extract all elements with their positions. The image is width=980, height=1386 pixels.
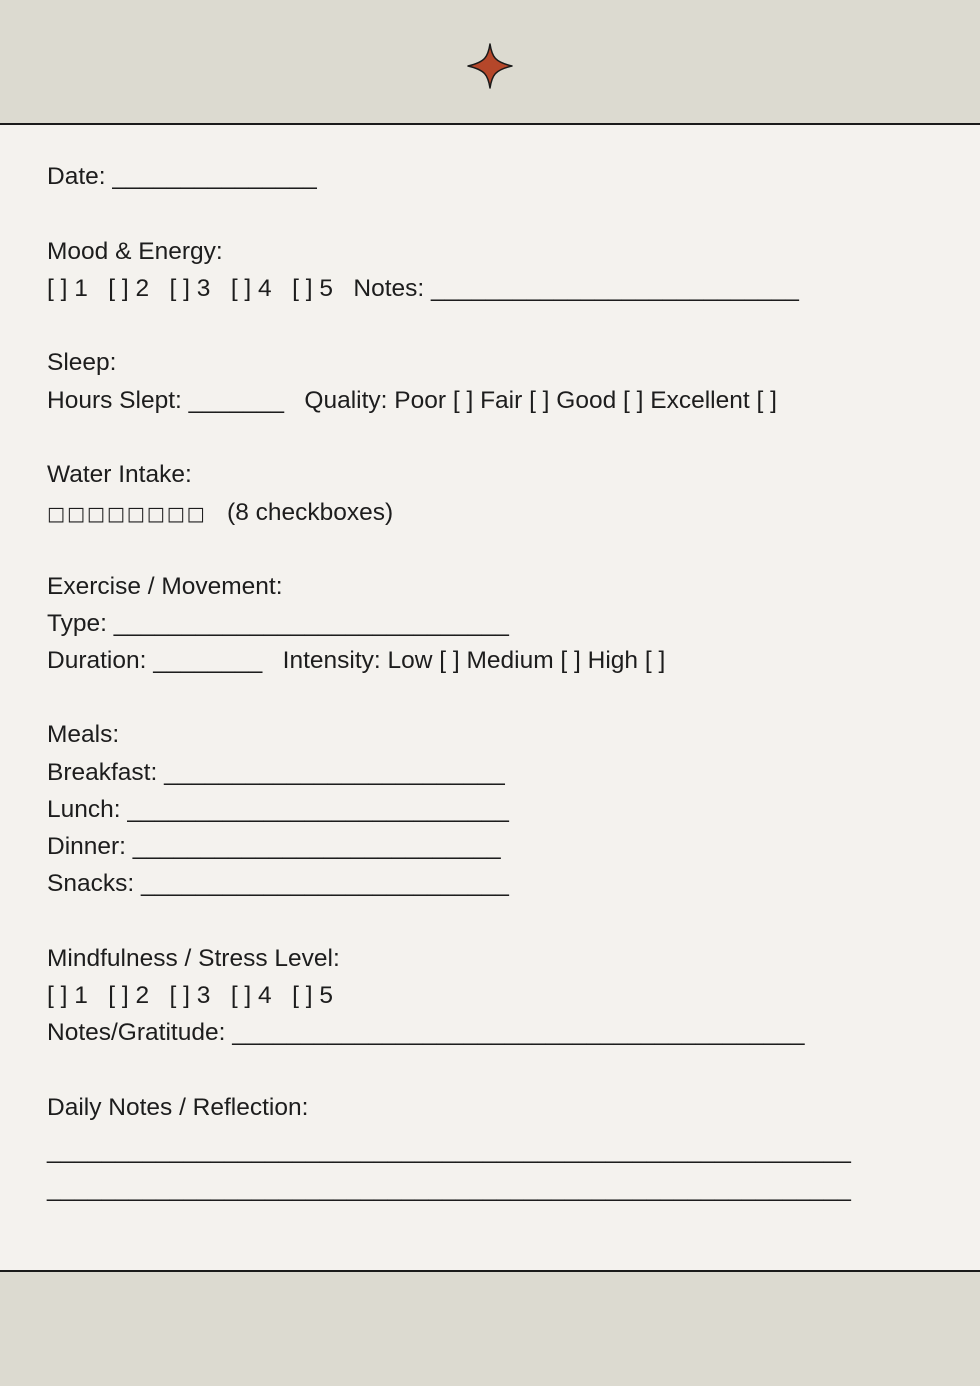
exercise-type-field[interactable]: Type: _____________________________ — [47, 610, 509, 637]
exercise-duration-row[interactable]: Duration: ________ Intensity: Low [ ] Medium [ ] High [ ] — [47, 647, 666, 674]
water-note: (8 checkboxes) — [227, 499, 394, 526]
water-intake-row[interactable] — [47, 498, 393, 529]
snacks-field[interactable]: Snacks: ___________________________ — [47, 870, 509, 897]
dinner-field[interactable]: Dinner: ___________________________ — [47, 833, 501, 860]
water-checkboxes[interactable]: □□□□□□□□ — [47, 503, 207, 525]
sleep-row[interactable]: Hours Slept: _______ Quality: Poor [ ] Fair [ ] Good [ ] Excellent [ ] — [47, 387, 777, 414]
stress-scale-row[interactable]: [ ] 1 [ ] 2 [ ] 3 [ ] 4 [ ] 5 — [47, 982, 333, 1009]
lunch-field[interactable]: Lunch: ____________________________ — [47, 796, 509, 823]
reflection-heading: Daily Notes / Reflection: — [47, 1094, 309, 1121]
date-field[interactable]: Date: _______________ — [47, 163, 317, 190]
reflection-line[interactable]: ___________________________________________________________ — [47, 1137, 851, 1164]
reflection-line[interactable]: ___________________________________________________________ — [47, 1175, 851, 1202]
gratitude-field[interactable]: Notes/Gratitude: __________________________________________ — [47, 1019, 805, 1046]
header-band — [0, 0, 980, 123]
exercise-heading: Exercise / Movement: — [47, 573, 283, 600]
meals-heading: Meals: — [47, 721, 120, 748]
mood-energy-heading: Mood & Energy: — [47, 238, 223, 265]
breakfast-field[interactable]: Breakfast: _________________________ — [47, 759, 505, 786]
water-intake-heading: Water Intake: — [47, 461, 192, 488]
sleep-heading: Sleep: — [47, 349, 117, 376]
four-point-star-icon — [467, 43, 513, 89]
mindfulness-heading: Mindfulness / Stress Level: — [47, 945, 340, 972]
footer-band — [0, 1272, 980, 1386]
mood-scale-row[interactable]: [ ] 1 [ ] 2 [ ] 3 [ ] 4 [ ] 5 Notes: ___________________________ — [47, 275, 799, 302]
